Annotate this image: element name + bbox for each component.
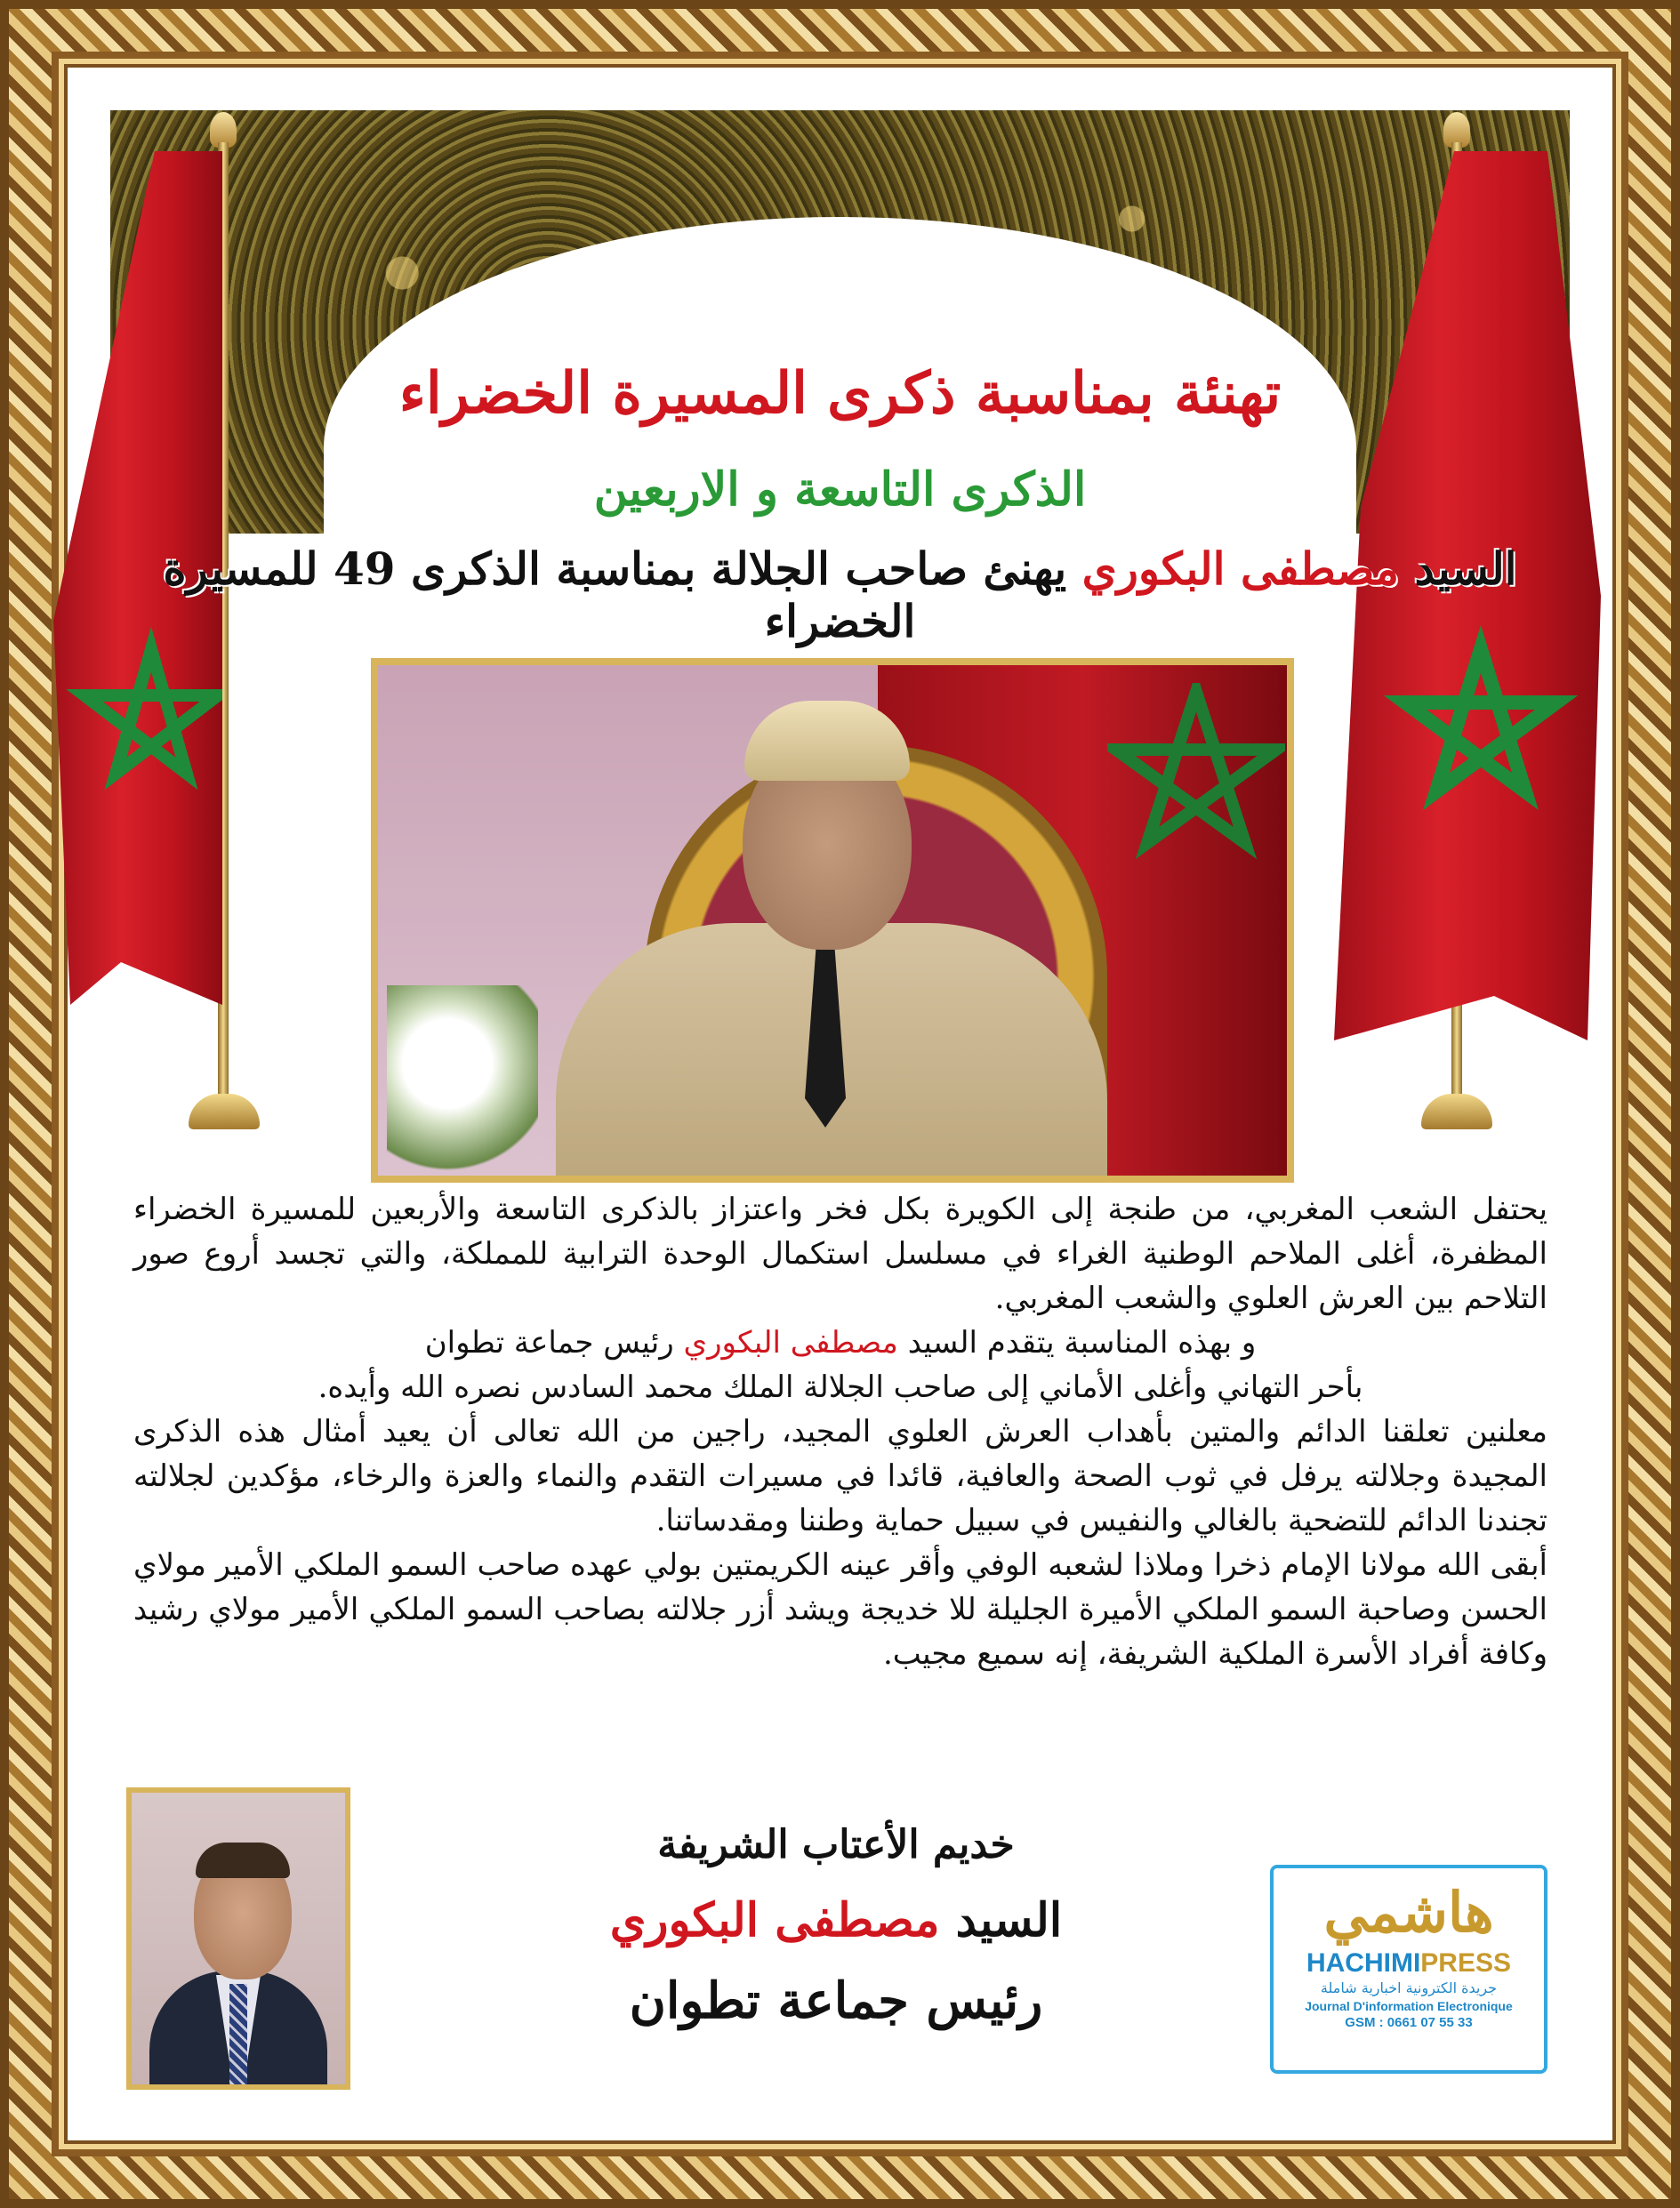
- logo-en-press: PRESS: [1420, 1948, 1512, 1978]
- title3-name: مصطفى البكوري: [1081, 542, 1400, 595]
- title-anniversary: الذكرى التاسعة و الاربعين: [593, 462, 1087, 517]
- p2-suffix: رئيس جماعة تطوان: [424, 1325, 674, 1361]
- logo-gsm: GSM : 0661 07 55 33: [1345, 2015, 1473, 2030]
- signature-name: مصطفى البكوري: [609, 1893, 940, 1947]
- p2-prefix: و بهذه المناسبة يتقدم السيد: [907, 1325, 1257, 1361]
- logo-english: [1274, 1948, 1544, 1979]
- king-photo: [371, 658, 1294, 1183]
- logo-en-hachimi: HACHIMI: [1306, 1948, 1421, 1978]
- logo-arabic: هاشمي: [1323, 1880, 1494, 1945]
- p2-name: مصطفى البكوري: [683, 1325, 898, 1361]
- president-portrait: [126, 1787, 350, 2090]
- message-body: [133, 1187, 1547, 1676]
- title3-prefix: السيد: [1414, 542, 1517, 595]
- logo-subtitle-arabic: جريدة الكترونية اخبارية شاملة: [1320, 1979, 1498, 1996]
- paragraph-1: يحتفل الشعب المغربي، من طنجة إلى الكويرة بكل فخر واعتزاز بالذكرى التاسعة والأربعين للمسيرة الخضراء المظفرة، أغلى الملاحم الوطنية الغراء في مسلسل استكمال الوحدة الترابية للمملكة، والتي تجسد أروع صور التلاحم بين العرش العلوي والشعب المغربي.: [133, 1192, 1547, 1316]
- left-flag-star-icon: [84, 649, 218, 774]
- title-greeting: [110, 542, 1570, 647]
- paragraph-4: معلنين تعلقنا الدائم والمتين بأهداب العرش العلوي المجيد، راجين من الله تعالى أن يعيد أمثال هذه الذكرى المجيدة وجلالته يرفل في ثوب الصحة والعافية، قائدا في مسيرات التقدم والنماء والعزة والرخاء، مؤكدين لجلالته تجندنا الدائم للتضحية بالغالي والنفيس في سبيل حماية وطننا ومقدساتنا.: [133, 1414, 1547, 1538]
- white-flowers: [387, 985, 538, 1181]
- signature-block: [569, 1810, 1103, 2041]
- right-flag-star-icon: [1405, 649, 1556, 791]
- title-congratulation: تهنئة بمناسبة ذكرى المسيرة الخضراء: [398, 360, 1282, 427]
- hachimi-press-logo: [1270, 1865, 1547, 2074]
- photo-flag-star-icon: [1107, 683, 1285, 861]
- paragraph-5: أبقى الله مولانا الإمام ذخرا وملاذا لشعبه الوفي وأقر عينه الكريمتين بولي عهده صاحب السمو الملكي الأمير مولاي الحسن وصاحبة السمو الملكي الأميرة الجليلة للا خديجة ويشد أزر جلالته بصاحب السمو الملكي الأمير مولاي رشيد وكافة أفراد الأسرة الملكية الشريفة، إنه سميع مجيب.: [133, 1547, 1547, 1672]
- portrait-hair: [196, 1843, 290, 1878]
- signature-servant: خديم الأعتاب الشريفة: [657, 1822, 1015, 1867]
- title3-suffix: يهنئ صاحب الجلالة بمناسبة الذكرى 49 للمسيرة الخضراء: [163, 542, 1067, 647]
- portrait-tie: [229, 1984, 247, 2090]
- paragraph-3: بأحر التهاني وأغلى الأماني إلى صاحب الجلالة الملك محمد السادس نصره الله وأيده.: [318, 1369, 1363, 1405]
- signature-prefix: السيد: [955, 1893, 1063, 1947]
- signature-role: رئيس جماعة تطوان: [629, 1971, 1043, 2030]
- signature-name-line: [569, 1881, 1103, 1961]
- logo-subtitle-french: Journal D'information Electronique: [1305, 1999, 1513, 2013]
- paragraph-2: [133, 1321, 1547, 1365]
